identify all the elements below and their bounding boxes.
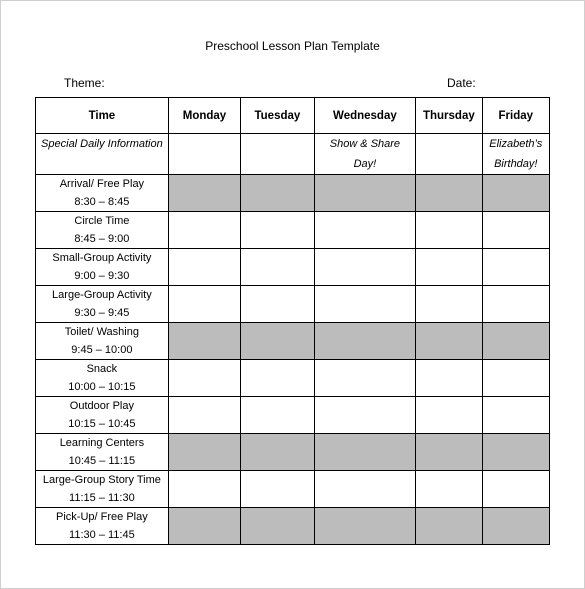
friday-cell[interactable] xyxy=(482,508,549,545)
thursday-cell[interactable] xyxy=(416,323,482,360)
activity-label: Toilet/ Washing xyxy=(64,326,139,338)
table-row xyxy=(36,434,550,471)
header-monday: Monday xyxy=(168,98,240,134)
monday-info-cell[interactable] xyxy=(168,134,240,175)
wednesday-cell[interactable] xyxy=(314,249,416,286)
thursday-cell[interactable] xyxy=(416,249,482,286)
wednesday-cell[interactable] xyxy=(314,175,416,212)
activity-label: Large-Group Activity xyxy=(52,289,152,301)
time-range: 9:45 – 10:00 xyxy=(71,344,133,356)
tuesday-cell[interactable] xyxy=(241,286,314,323)
tuesday-info-cell[interactable] xyxy=(241,134,314,175)
time-range: 8:45 – 9:00 xyxy=(74,233,130,245)
time-range: 10:15 – 10:45 xyxy=(68,418,136,430)
monday-cell[interactable] xyxy=(168,212,240,249)
friday-cell[interactable] xyxy=(482,323,549,360)
activity-label: Large-Group Story Time xyxy=(42,474,161,486)
header-friday: Friday xyxy=(482,98,549,134)
header-tuesday: Tuesday xyxy=(241,98,314,134)
time-slot-cell xyxy=(36,286,169,323)
friday-note-line2: Birthday! xyxy=(494,158,538,170)
thursday-cell[interactable] xyxy=(416,286,482,323)
time-range: 9:30 – 9:45 xyxy=(74,307,130,319)
monday-cell[interactable] xyxy=(168,434,240,471)
monday-cell[interactable] xyxy=(168,508,240,545)
table-row xyxy=(36,249,550,286)
thursday-cell[interactable] xyxy=(416,508,482,545)
table-row xyxy=(36,508,550,545)
tuesday-cell[interactable] xyxy=(241,175,314,212)
time-range: 8:30 – 8:45 xyxy=(74,196,130,208)
thursday-cell[interactable] xyxy=(416,434,482,471)
special-info-row xyxy=(36,134,550,175)
time-range: 10:00 – 10:15 xyxy=(68,381,136,393)
time-slot-cell xyxy=(36,471,169,508)
activity-label: Pick-Up/ Free Play xyxy=(56,511,148,523)
wednesday-info-cell[interactable] xyxy=(314,134,416,175)
wednesday-cell[interactable] xyxy=(314,397,416,434)
activity-label: Arrival/ Free Play xyxy=(59,178,145,190)
monday-cell[interactable] xyxy=(168,471,240,508)
wednesday-cell[interactable] xyxy=(314,286,416,323)
monday-cell[interactable] xyxy=(168,323,240,360)
wednesday-cell[interactable] xyxy=(314,471,416,508)
friday-cell[interactable] xyxy=(482,397,549,434)
header-thursday: Thursday xyxy=(416,98,482,134)
table-row xyxy=(36,286,550,323)
friday-cell[interactable] xyxy=(482,212,549,249)
time-range: 11:15 – 11:30 xyxy=(69,492,135,504)
friday-info-cell[interactable] xyxy=(482,134,549,175)
table-row xyxy=(36,471,550,508)
tuesday-cell[interactable] xyxy=(241,397,314,434)
wednesday-cell[interactable] xyxy=(314,323,416,360)
friday-cell[interactable] xyxy=(482,471,549,508)
tuesday-cell[interactable] xyxy=(241,323,314,360)
friday-cell[interactable] xyxy=(482,249,549,286)
monday-cell[interactable] xyxy=(168,286,240,323)
table-row xyxy=(36,212,550,249)
date-label: Date: xyxy=(447,76,476,90)
header-wednesday: Wednesday xyxy=(314,98,416,134)
document-title: Preschool Lesson Plan Template xyxy=(205,39,380,53)
table-row xyxy=(36,175,550,212)
header-row xyxy=(36,98,550,134)
theme-label: Theme: xyxy=(64,76,105,90)
tuesday-cell[interactable] xyxy=(241,249,314,286)
friday-cell[interactable] xyxy=(482,360,549,397)
thursday-cell[interactable] xyxy=(416,471,482,508)
time-range: 9:00 – 9:30 xyxy=(74,270,130,282)
thursday-cell[interactable] xyxy=(416,397,482,434)
time-slot-cell xyxy=(36,360,169,397)
time-range: 11:30 – 11:45 xyxy=(69,529,135,541)
friday-cell[interactable] xyxy=(482,434,549,471)
time-slot-cell xyxy=(36,249,169,286)
tuesday-cell[interactable] xyxy=(241,434,314,471)
wednesday-cell[interactable] xyxy=(314,212,416,249)
activity-label: Outdoor Play xyxy=(69,400,134,412)
tuesday-cell[interactable] xyxy=(241,360,314,397)
table-row xyxy=(36,397,550,434)
activity-label: Small-Group Activity xyxy=(52,252,152,264)
monday-cell[interactable] xyxy=(168,397,240,434)
monday-cell[interactable] xyxy=(168,249,240,286)
lesson-plan-table xyxy=(35,97,550,545)
monday-cell[interactable] xyxy=(168,360,240,397)
activity-label: Circle Time xyxy=(74,215,130,227)
time-slot-cell xyxy=(36,434,169,471)
wednesday-note-line1: Show & Share xyxy=(329,138,401,150)
tuesday-cell[interactable] xyxy=(241,212,314,249)
table-row xyxy=(36,323,550,360)
monday-cell[interactable] xyxy=(168,175,240,212)
time-slot-cell xyxy=(36,323,169,360)
time-slot-cell xyxy=(36,175,169,212)
time-range: 10:45 – 11:15 xyxy=(68,455,136,467)
activity-label: Learning Centers xyxy=(59,437,145,449)
thursday-cell[interactable] xyxy=(416,212,482,249)
friday-cell[interactable] xyxy=(482,286,549,323)
thursday-cell[interactable] xyxy=(416,360,482,397)
time-slot-cell xyxy=(36,508,169,545)
friday-cell[interactable] xyxy=(482,175,549,212)
friday-note-line1: Elizabeth’s xyxy=(489,138,543,150)
tuesday-cell[interactable] xyxy=(241,508,314,545)
header-time: Time xyxy=(36,98,169,134)
wednesday-cell[interactable] xyxy=(314,508,416,545)
activity-label: Snack xyxy=(86,363,118,375)
wednesday-note-line2: Day! xyxy=(353,158,377,170)
wednesday-cell[interactable] xyxy=(314,360,416,397)
table-row xyxy=(36,360,550,397)
time-slot-cell xyxy=(36,212,169,249)
special-info-label: Special Daily Information xyxy=(36,134,169,175)
thursday-cell[interactable] xyxy=(416,175,482,212)
time-slot-cell xyxy=(36,397,169,434)
tuesday-cell[interactable] xyxy=(241,471,314,508)
wednesday-cell[interactable] xyxy=(314,434,416,471)
thursday-info-cell[interactable] xyxy=(416,134,482,175)
